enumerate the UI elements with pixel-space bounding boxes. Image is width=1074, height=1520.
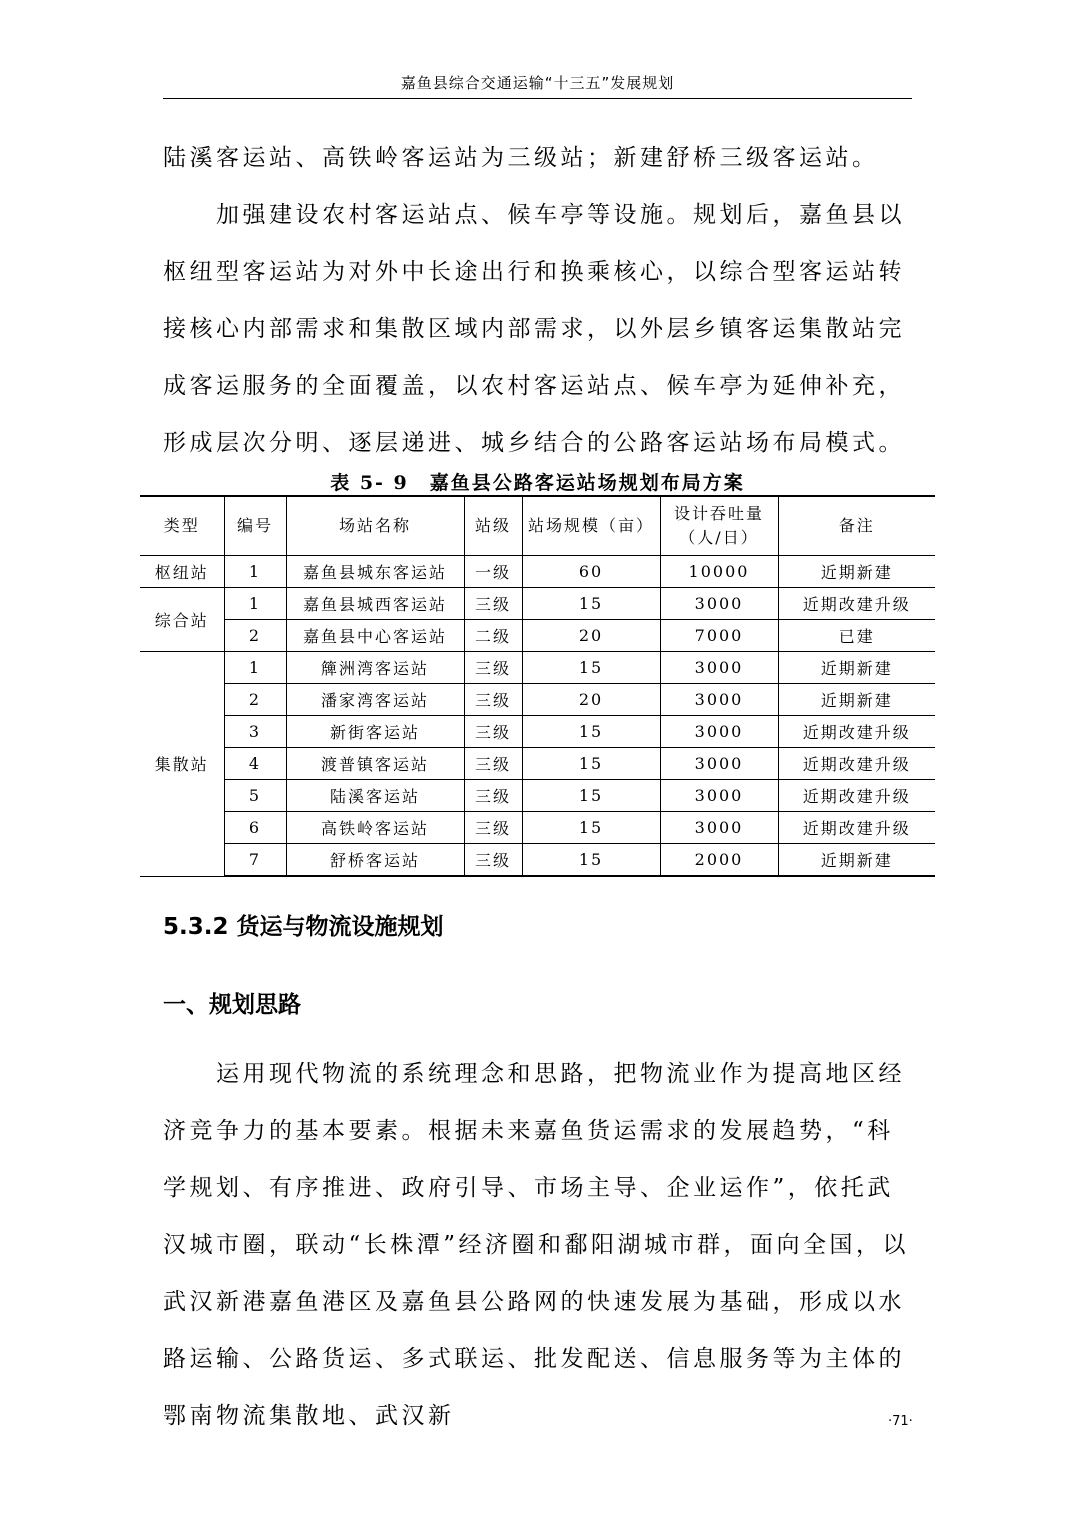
- cell-name: 高铁岭客运站: [286, 812, 464, 844]
- cell-number: 7: [224, 844, 286, 877]
- cell-throughput: 3000: [660, 684, 778, 716]
- cell-throughput: 3000: [660, 588, 778, 620]
- cell-scale: 15: [522, 588, 660, 620]
- col-header-name: 场站名称: [286, 496, 464, 556]
- col-header-type: 类型: [140, 496, 224, 556]
- col-header-throughput: [660, 496, 778, 556]
- table-row: [140, 844, 935, 877]
- section-heading: 5.3.2 货运与物流设施规划: [163, 914, 444, 940]
- cell-throughput: 7000: [660, 620, 778, 652]
- col-header-throughput-line1: 设计吞吐量: [673, 504, 764, 523]
- table-row: [140, 748, 935, 780]
- cell-scale: 15: [522, 716, 660, 748]
- cell-name: 渡普镇客运站: [286, 748, 464, 780]
- cell-scale: 15: [522, 748, 660, 780]
- cell-throughput: 3000: [660, 748, 778, 780]
- cell-note: 近期改建升级: [778, 748, 935, 780]
- cell-level: 一级: [464, 556, 522, 588]
- group-cell-distribution: 集散站: [140, 652, 224, 877]
- table-header-row: [140, 496, 935, 556]
- cell-note: 近期新建: [778, 556, 935, 588]
- cell-note: 近期新建: [778, 652, 935, 684]
- table-row: [140, 812, 935, 844]
- page-number: ·71·: [888, 1414, 913, 1429]
- cell-name: 嘉鱼县城西客运站: [286, 588, 464, 620]
- cell-number: 1: [224, 652, 286, 684]
- paragraph-continuation: 陆溪客运站、高铁岭客运站为三级站；新建舒桥三级客运站。: [163, 145, 879, 171]
- cell-level: 三级: [464, 684, 522, 716]
- cell-name: 新街客运站: [286, 716, 464, 748]
- table-row: [140, 716, 935, 748]
- col-header-level: 站级: [464, 496, 522, 556]
- bus-station-plan-table: [140, 495, 935, 877]
- cell-number: 4: [224, 748, 286, 780]
- cell-throughput: 2000: [660, 844, 778, 877]
- col-header-note: 备注: [778, 496, 935, 556]
- cell-number: 1: [224, 588, 286, 620]
- cell-throughput: 3000: [660, 652, 778, 684]
- cell-name: 陆溪客运站: [286, 780, 464, 812]
- cell-number: 1: [224, 556, 286, 588]
- cell-throughput: 10000: [660, 556, 778, 588]
- running-header: 嘉鱼县综合交通运输“十三五”发展规划: [400, 74, 675, 92]
- table-row: [140, 620, 935, 652]
- paragraph-rural-stations: 加强建设农村客运站点、候车亭等设施。规划后，嘉鱼县以枢纽型客运站为对外中长途出行和换乘核心，以综合型客运站转接核心内部需求和集散区域内部需求，以外层乡镇客运集散站完成客运服务的全面覆盖，以农村客运站点、候车亭为延伸补充，形成层次分明、逐层递进、城乡结合的公路客运站场布局模式。: [163, 202, 905, 456]
- cell-scale: 20: [522, 684, 660, 716]
- header-rule: [163, 98, 912, 99]
- table-row: [140, 684, 935, 716]
- cell-scale: 60: [522, 556, 660, 588]
- cell-note: 近期新建: [778, 844, 935, 877]
- cell-level: 三级: [464, 780, 522, 812]
- table-title: 表 5- 9 嘉鱼县公路客运站场规划布局方案: [330, 472, 745, 494]
- table-row: [140, 652, 935, 684]
- cell-note: 近期改建升级: [778, 812, 935, 844]
- cell-number: 3: [224, 716, 286, 748]
- cell-level: 二级: [464, 620, 522, 652]
- sub-heading: 一、规划思路: [163, 992, 301, 1018]
- col-header-number: 编号: [224, 496, 286, 556]
- group-cell-comprehensive: 综合站: [140, 588, 224, 652]
- cell-note: 已建: [778, 620, 935, 652]
- cell-name: 嘉鱼县城东客运站: [286, 556, 464, 588]
- cell-level: 三级: [464, 588, 522, 620]
- cell-level: 三级: [464, 652, 522, 684]
- cell-throughput: 3000: [660, 780, 778, 812]
- cell-scale: 15: [522, 844, 660, 877]
- cell-note: 近期改建升级: [778, 588, 935, 620]
- cell-throughput: 3000: [660, 716, 778, 748]
- paragraph-logistics: 运用现代物流的系统理念和思路，把物流业作为提高地区经济竞争力的基本要素。根据未来嘉鱼货运需求的发展趋势，“科学规划、有序推进、政府引导、市场主导、企业运作”，依托武汉城市圈，联动“长株潭”经济圈和鄱阳湖城市群，面向全国，以武汉新港嘉鱼港区及嘉鱼县公路网的快速发展为基础，形成以水路运输、公路货运、多式联运、批发配送、信息服务等为主体的鄂南物流集散地、武汉新: [163, 1061, 910, 1429]
- cell-scale: 20: [522, 620, 660, 652]
- cell-level: 三级: [464, 748, 522, 780]
- cell-number: 2: [224, 684, 286, 716]
- cell-number: 5: [224, 780, 286, 812]
- cell-name: 簰洲湾客运站: [286, 652, 464, 684]
- cell-level: 三级: [464, 716, 522, 748]
- cell-scale: 15: [522, 812, 660, 844]
- cell-level: 三级: [464, 844, 522, 877]
- table-row: [140, 556, 935, 588]
- group-cell-hub: 枢纽站: [140, 556, 224, 588]
- cell-note: 近期改建升级: [778, 716, 935, 748]
- table-row: [140, 780, 935, 812]
- cell-number: 2: [224, 620, 286, 652]
- cell-scale: 15: [522, 780, 660, 812]
- col-header-throughput-line2: （人/日）: [679, 528, 759, 547]
- cell-name: 潘家湾客运站: [286, 684, 464, 716]
- col-header-scale: 站场规模（亩）: [522, 496, 660, 556]
- cell-note: 近期改建升级: [778, 780, 935, 812]
- cell-name: 嘉鱼县中心客运站: [286, 620, 464, 652]
- cell-name: 舒桥客运站: [286, 844, 464, 877]
- cell-level: 三级: [464, 812, 522, 844]
- table-row: [140, 588, 935, 620]
- cell-note: 近期新建: [778, 684, 935, 716]
- cell-scale: 15: [522, 652, 660, 684]
- cell-throughput: 3000: [660, 812, 778, 844]
- cell-number: 6: [224, 812, 286, 844]
